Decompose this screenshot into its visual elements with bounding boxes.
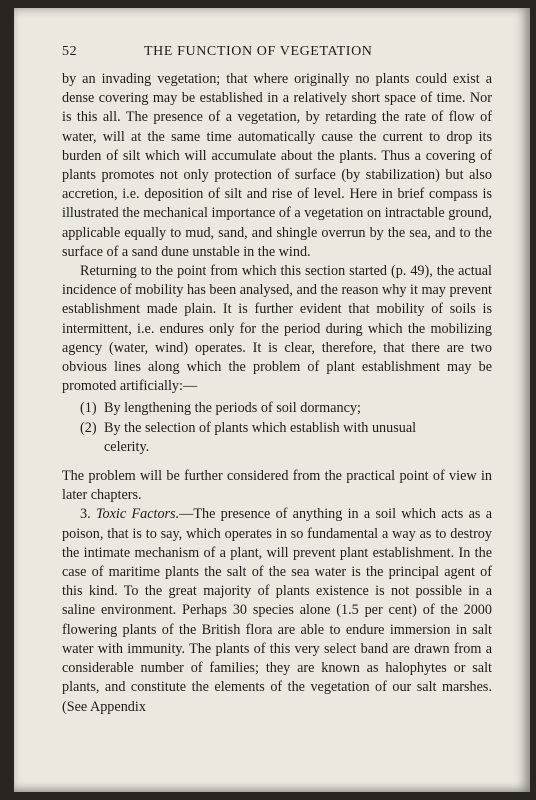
list-item [80,419,492,438]
list-item-number: (2) [80,419,97,436]
list-item-number: (1) [80,400,97,417]
section-number: 3. [80,506,96,523]
list-item-text: By the selection of plants which establish with unusual [104,419,417,436]
list-item-continuation: celerity. [104,438,150,455]
paragraph-2: Returning to the point from which this section started (p. 49), the actual incidence of mobility has been analysed, and the reason why it may prevent establishment made plain. It is further evident that mobility of soils is intermittent, i.e. endures only for the period during which the mobilizing agency (water, wind) operates. It is clear, therefore, that there are two obvious lines along which the problem of plant establishment may be promoted artificially:— [62,263,492,395]
paragraph-1: by an invading vegetation; that where originally no plants could exist a dense covering may be established in a relatively short space of time. Nor is this all. The presence of a vegetation, by retarding the rate of flow of water, will at the same time automatically cause the current to drop its burden of silt which will accumulate about the plants. Thus a covering of plants promotes not only protection of surface (by stabilization) but also accretion, i.e. deposition of silt and rise of level. Here in brief compass is illustrated the mechanical importance of a vegetation on intractable ground, applicable equally to mud, sand, and shingle overrun by the sea, and to the surface of a sand dune unstable in the wind. [62,71,492,260]
book-page [14,8,530,792]
running-title: THE FUNCTION OF VEGETATION [144,44,373,59]
paragraph-4 [62,505,492,716]
page-number: 52 [62,44,78,59]
numbered-list [80,399,492,457]
list-item-text: By lengthening the periods of soil dormancy; [104,400,361,417]
list-item [80,399,492,418]
paragraph-3: The problem will be further considered from the practical point of view in later chapters. [62,468,492,504]
page-body [62,70,492,717]
section-heading: Toxic Factors. [95,506,180,523]
paragraph-4-text: —The presence of anything in a soil which acts as a poison, that is to say, which operates in so fundamental a way as to destroy the intimate mechanism of a plant, will prevent plant establishment. In the case of maritime plants the salt of the sea water is the principal agent of this kind. To the great majority of plants existence is not possible in a saline environment. Perhaps 30 species alone (1.5 per cent) of the 2000 flowering plants of the British flora are able to endure immersion in salt water with immunity. The plants of this very select band are drawn from a considerable number of families; they are known as halophytes or salt plants, and constitute the elements of the vegetation of our salt marshes. (See Appendix [62,506,492,715]
